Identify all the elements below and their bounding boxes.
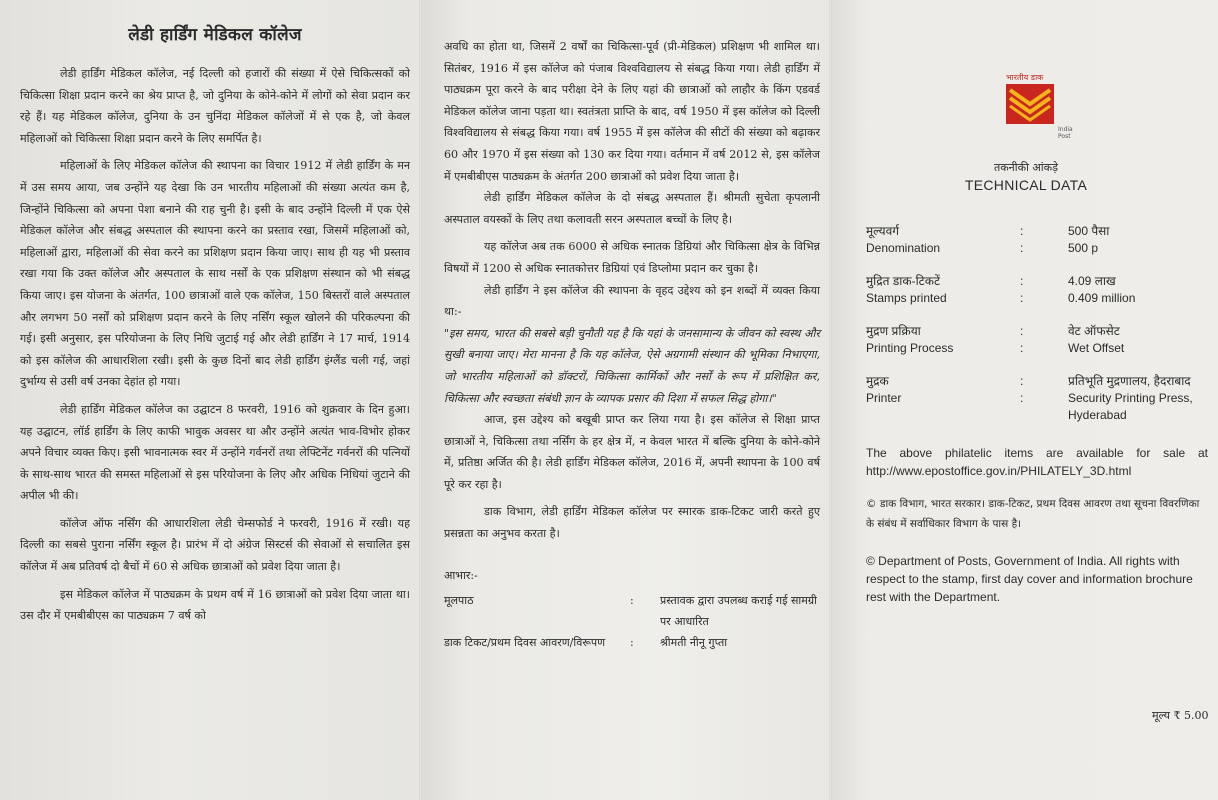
ack-label: मूलपाठ <box>444 593 474 607</box>
spec-colon: : <box>1020 324 1024 338</box>
copyright-hindi: © डाक विभाग, भारत सरकार। डाक-टिकट, प्रथम दिवस आवरण तथा सूचना विवरणिका के संबंध में सर्वाधिकार विभाग के पास है। <box>866 498 1200 530</box>
hospitals-paragraph: लेडी हार्डिंग मेडिकल कॉलेज के दो संबद्ध अस्पताल हैं। श्रीमती सुचेता कृपलानी अस्पताल वयस्कों के लिए तथा कलावती सरन अस्पताल बच्चों के लिए है। <box>444 191 820 226</box>
spec-value: 4.09 लाख <box>1068 274 1116 288</box>
availability-notice: The above philatelic items are available for sale at http://www.epostoffice.gov.in/PHILATELY_3D.html <box>866 446 1208 478</box>
spec-value: Wet Offset <box>1068 341 1125 355</box>
intro-paragraph: लेडी हार्डिंग मेडिकल कॉलेज, नई दिल्ली को हजारों की संख्या में ऐसे चिकित्सकों को चिकित्सा शिक्षा प्रदान करने का श्रेय प्राप्त है, जो दुनिया के कोने-कोने में लोगों को सेवा प्रदान कर रहे हैं। यह मेडिकल कॉलेज, दुनिया के उन चुनिंदा मेडिकल कॉलेजों में से एक है, जो केवल महिलाओं को चिकित्सा शिक्षा प्रदान करने के लिए समर्पित है। <box>20 67 410 145</box>
acknowledgement-title: आभार:- <box>444 568 478 582</box>
spec-value: 0.409 million <box>1068 291 1136 305</box>
ack-value: श्रीमती नीनू गुप्ता <box>660 635 728 649</box>
achievement-paragraph: आज, इस उद्देश्य को बखूबी प्राप्त कर लिया गया है। इस कॉलेज से शिक्षा प्राप्त छात्राओं ने, चिकित्सा तथा नर्सिंग के हर क्षेत्र में, न केवल भारत में बल्कि दुनिया के कोने-कोने में, प्रतिष्ठा अर्जित की है। लेडी हार्डिंग मेडिकल कॉलेज, 2016 में, अपनी स्थापना के 100 वर्ष पूरे कर रहा है। <box>444 413 820 491</box>
spec-colon: : <box>1020 391 1024 405</box>
spec-colon: : <box>1020 374 1024 388</box>
course-paragraph: इस मेडिकल कॉलेज में पाठ्यक्रम के प्रथम वर्ष में 16 छात्राओं को प्रवेश दिया जाता था। उस दौर में एमबीबीएस का पाठ्यक्रम 7 वर्ष को <box>20 587 410 623</box>
spec-colon: : <box>1020 274 1024 288</box>
spec-colon: : <box>1020 224 1024 238</box>
spec-label: Printing Process <box>866 341 954 355</box>
india-post-logo <box>1000 72 1082 140</box>
spec-value: 500 पैसा <box>1068 224 1110 238</box>
spec-label: मुद्रित डाक-टिकटें <box>866 274 940 288</box>
spec-label: मूल्यवर्ग <box>866 224 900 238</box>
left-panel <box>0 0 420 800</box>
quote-paragraph: "इस समय, भारत की सबसे बड़ी चुनौती यह है कि यहां के जनसामान्य के जीवन को स्वस्थ और सुखी बनाया जाए। मेरा मानना है कि यह कॉलेज, ऐसे अग्रगामी संस्थान की भूमिका निभाएगा, जो भारतीय महिलाओं को डॉक्टरों, चिकित्सा कार्मिकों और नर्सों के रूप में प्रशिक्षित कर, चिकित्सा और स्वच्छता संबंधी ज्ञान के व्यापक प्रसार की दिशा में सफल सिद्ध होगा।" <box>444 326 820 405</box>
spec-value: प्रतिभूति मुद्रणालय, हैदराबाद <box>1068 374 1191 388</box>
spec-label: Denomination <box>866 241 941 255</box>
acknowledgement-row <box>444 590 820 632</box>
nursing-paragraph: कॉलेज ऑफ नर्सिंग की आधारशिला लेडी चेम्सफोर्ड ने फरवरी, 1916 में रखी। यह दिल्ली का सबसे पुराना नर्सिंग स्कूल है। प्रारंभ में दो अंग्रेज सिस्टर्स की सेवाओं से सचालित इस कॉलेज में अब प्रतिवर्ष दो बैचों में 60 से अधिक छात्राओं को प्रवेश दिया जाता है। <box>20 516 410 574</box>
spec-label: Printer <box>866 391 902 405</box>
fold-line <box>829 0 832 800</box>
logo-hindi-text: भारतीय डाक <box>1006 73 1044 82</box>
right-panel <box>830 0 1218 800</box>
spec-table <box>866 223 1208 424</box>
ack-value: प्रस्तावक द्वारा उपलब्ध कराई गई सामग्री पर आधारित <box>660 593 817 628</box>
technical-data-heading: TECHNICAL DATA <box>964 177 1088 193</box>
ack-colon: : <box>630 635 634 649</box>
history-paragraph: महिलाओं के लिए मेडिकल कॉलेज की स्थापना का विचार 1912 में लेडी हार्डिंग के मन में उस समय आया, जब उन्होंने यह देखा कि उन भारतीय महिलाओं की संख्या अत्यंत कम है, जिन्होंने चिकित्सा को अपना पेशा बनाने की राह चुनी है। इसी के बाद उन्होंने दिल्ली में एक ऐसे मेडिकल कॉलेज और संबद्ध अस्पताल की स्थापना करने का प्रस्ताव रखा, जिसमें महिलाओं को, महिलाओं द्वारा, महिलाओं की सेवा करने का प्रशिक्षण प्रदान किया जाए। साथ ही यह भी प्रस्ताव रखा गया कि उक्त कॉलेज और अस्पताल के साथ नर्सों के एक प्रशिक्षण संस्थान को भी संबद्ध किया जाए। इस योजना के अंतर्गत, 100 छात्राओं वाले एक कॉलेज, 150 बिस्तरों वाले अस्पताल और लगभग 50 नर्सों को प्रशिक्षण प्रदान करने के लिए नर्सिंग स्कूल खोलने की परिकल्पना की गई। इसी अनुसार, इस परियोजना के लिए निधि जुटाई गई और लेडी हार्डिंग ने 17 मार्च, 1914 को इस कॉलेज की आधारशिला रखी। इसी के कुछ दिनों बाद लेडी हार्डिंग इंग्लैंड चली गई, जहां दुर्भाग्य से उसी वर्ष उनका देहांत हो गया। <box>20 159 410 389</box>
fold-line <box>419 0 422 800</box>
logo-english-text: India Post <box>1058 126 1073 140</box>
inauguration-paragraph: लेडी हार्डिंग मेडिकल कॉलेज का उद्घाटन 8 फरवरी, 1916 को शुक्रवार के दिन हुआ। यह उद्घाटन, लॉर्ड हार्डिंग के लिए काफी भावुक अवसर था और उन्होंने अत्यंत भाव-विभोर होकर अपने विचार व्यक्त किए। इसी भावनात्मक स्वर में उन्होंने गर्वनरों तथा लेफ्टिनेंट गर्वनरों की पत्नियों के साथ-साथ भारत की समस्त महिलाओं से इस परियोजना के लिए और अधिक निधियां जुटाने की अपील भी की। <box>20 402 410 503</box>
document-title: लेडी हार्डिंग मेडिकल कॉलेज <box>128 25 302 45</box>
spec-colon: : <box>1020 241 1024 255</box>
acknowledgement-row <box>444 632 820 653</box>
technical-data-hindi: तकनीकी आंकड़े <box>993 161 1059 174</box>
spec-stamps-printed <box>866 273 1208 307</box>
spec-value: वेट ऑफसेट <box>1068 324 1120 338</box>
acknowledgement <box>444 565 820 653</box>
affiliation-paragraph: अवधि का होता था, जिसमें 2 वर्षों का चिकित्सा-पूर्व (प्री-मेडिकल) प्रशिक्षण भी शामिल था। सितंबर, 1916 में इस कॉलेज को पंजाब विश्वविद्यालय से संबद्ध किया गया। लेडी हार्डिंग में पाठ्यक्रम पूरा करने के बाद परीक्षा देने के लिए यहां की छात्राओं को लाहौर के किंग एडवर्ड मेडिकल कॉलेज जाना पड़ता था। स्वतंत्रता प्राप्ति के बाद, वर्ष 1950 में इस कॉलेज को दिल्ली विश्वविद्यालय से संबद्ध किया गया। वर्ष 1955 में इस कॉलेज की सीटों की संख्या को बढ़ाकर 60 और 1970 में इस संख्या को 130 कर दिया गया। वर्तमान में वर्ष 2012 से, इस कॉलेज में एमबीबीएस पाठ्यक्रम के अंतर्गत 200 छात्राओं को प्रवेश दिया जाता है। <box>444 40 820 183</box>
spec-printer <box>866 373 1208 424</box>
degrees-paragraph: यह कॉलेज अब तक 6000 से अधिक स्नातक डिग्रियां और चिकित्सा क्षेत्र के विभिन्न विषयों में 1200 से अधिक स्नातकोत्तर डिग्रियां एवं डिप्लोमा प्रदान कर चुका है। <box>444 240 820 275</box>
spec-colon: : <box>1020 341 1024 355</box>
spec-printing-process <box>866 323 1208 357</box>
post-logo-icon <box>1006 84 1054 124</box>
middle-panel <box>420 0 830 800</box>
ack-colon: : <box>630 593 634 607</box>
spec-label: मुद्रण प्रक्रिया <box>866 324 921 338</box>
quote-intro-paragraph: लेडी हार्डिंग ने इस कॉलेज की स्थापना के वृहद उद्देश्य को इन शब्दों में व्यक्त किया था:- <box>444 283 820 319</box>
closing-paragraph: डाक विभाग, लेडी हार्डिंग मेडिकल कॉलेज पर स्मारक डाक-टिकट जारी करते हुए प्रसन्नता का अनुभव करता है। <box>444 505 820 541</box>
spec-value: Security Printing Press, Hyderabad <box>1068 391 1193 422</box>
copyright-english: © Department of Posts, Government of India. All rights with respect to the stamp, first day cover and information brochure rest with the Department. <box>866 554 1193 604</box>
spec-label: मुद्रक <box>866 374 889 388</box>
spec-colon: : <box>1020 291 1024 305</box>
spec-value: 500 p <box>1068 241 1099 255</box>
ack-label: डाक टिकट/प्रथम दिवस आवरण/विरूपण <box>444 635 606 649</box>
spec-denomination <box>866 223 1208 257</box>
price-label: मूल्य ₹ 5.00 <box>1152 709 1209 722</box>
spec-label: Stamps printed <box>866 291 947 305</box>
